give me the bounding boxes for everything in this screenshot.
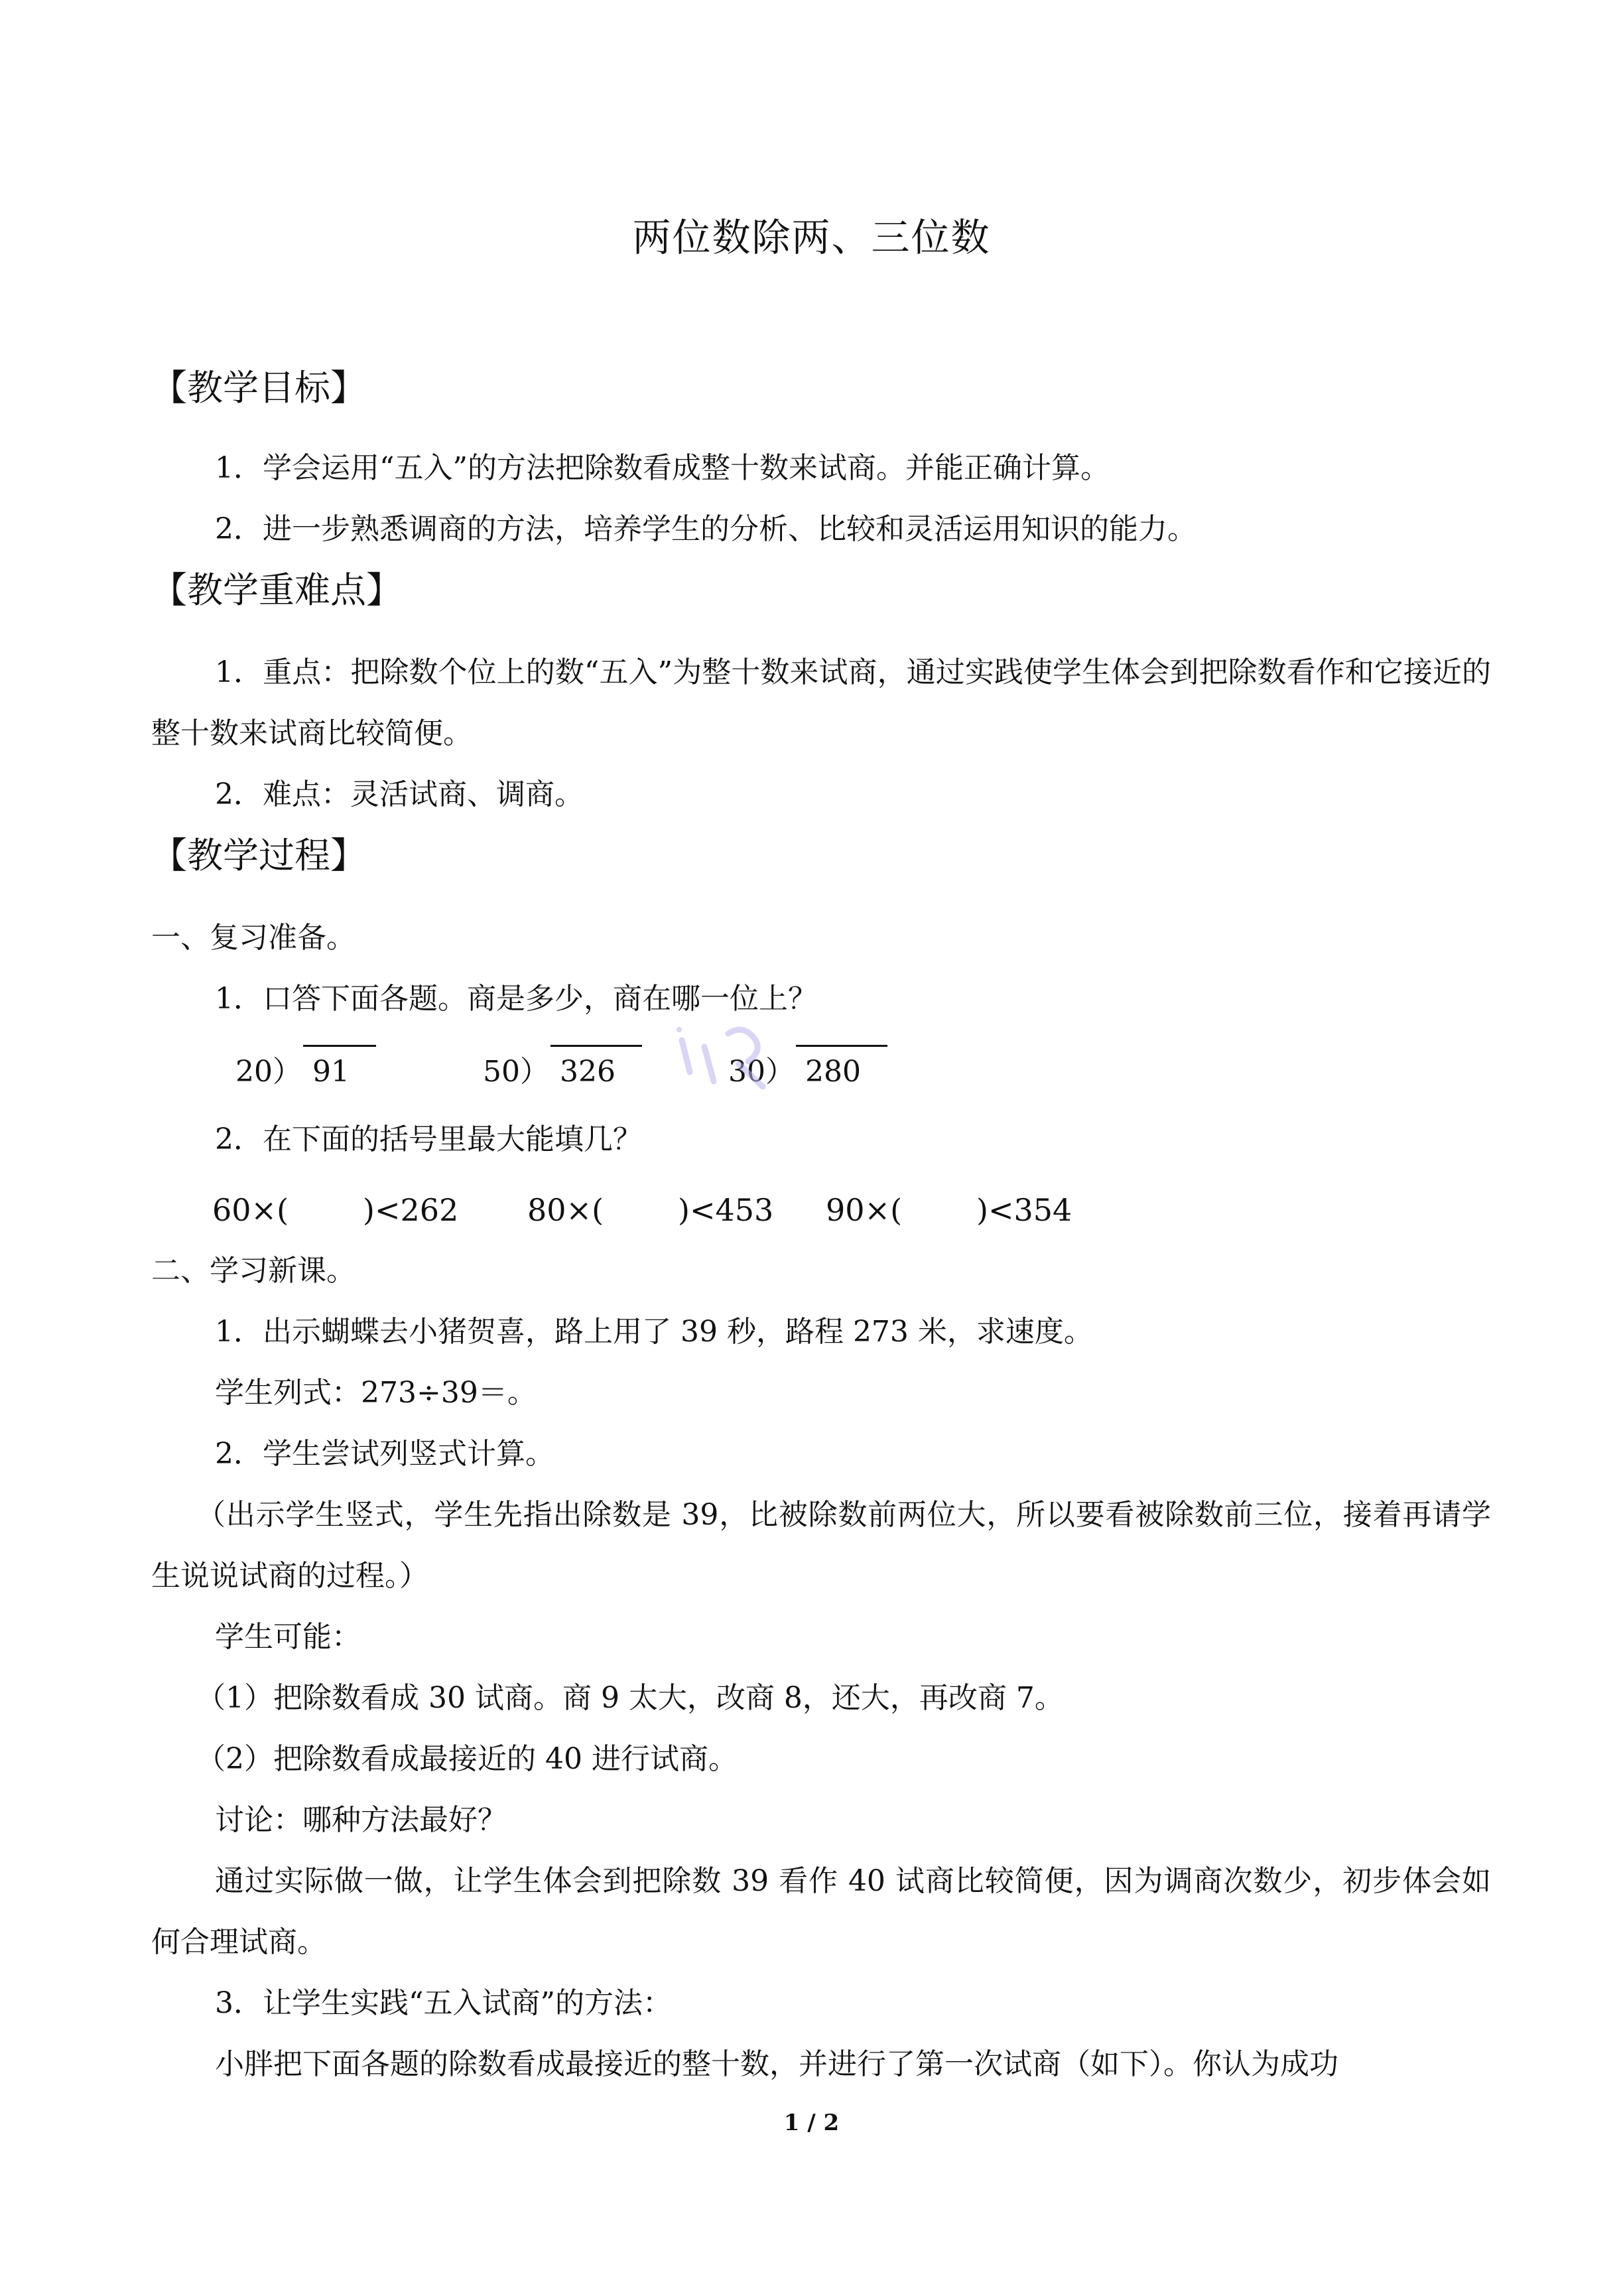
goal-item-2: 2．进一步熟悉调商的方法，培养学生的分析、比较和灵活运用知识的能力。 bbox=[215, 512, 1197, 546]
part2-line: 2．学生尝试列竖式计算。 bbox=[215, 1437, 554, 1471]
keypoint-item-1: 1．重点：把除数个位上的数“五入”为整十数来试商，通过实践使学生体会到把除数看作和它接近的整十数来试商比较简便。 bbox=[151, 655, 1491, 750]
division-expression bbox=[483, 1045, 642, 1093]
part2-line: （1）把除数看成 30 试商。商 9 太大，改商 8，还大，再改商 7。 bbox=[196, 1681, 1064, 1715]
part2-line: 3．让学生实践“五入试商”的方法： bbox=[215, 1986, 672, 2020]
inequality-right: )<262 bbox=[363, 1192, 459, 1228]
watermark-logo-icon bbox=[670, 1020, 776, 1093]
part2-line: 通过实际做一做，让学生体会到把除数 39 看作 40 试商比较简便，因为调商次数少，初步体会如何合理试商。 bbox=[151, 1864, 1491, 1959]
division-bracket: ） bbox=[520, 1055, 549, 1089]
keypoint-item-2: 2．难点：灵活试商、调商。 bbox=[215, 777, 584, 811]
inequality-left: 80×( bbox=[527, 1192, 604, 1228]
part2-line: 1．出示蝴蝶去小猪贺喜，路上用了 39 秒，路程 273 米，求速度。 bbox=[215, 1315, 1093, 1349]
part1-question-1: 1．口答下面各题。商是多少，商在哪一位上？ bbox=[215, 982, 817, 1016]
part2-title: 二、学习新课。 bbox=[151, 1254, 356, 1288]
part2-line: 学生可能： bbox=[215, 1620, 361, 1654]
part2-line: 学生列式：273÷39＝。 bbox=[215, 1376, 537, 1410]
inequality-left: 60×( bbox=[212, 1192, 289, 1228]
section-heading-goals: 【教学目标】 bbox=[151, 367, 366, 409]
dividend: 326 bbox=[551, 1045, 642, 1093]
document-title: 两位数除两、三位数 bbox=[632, 215, 991, 260]
division-bracket: ） bbox=[273, 1055, 302, 1089]
divisor: 50 bbox=[483, 1055, 520, 1089]
goal-item-1: 1．学会运用“五入”的方法把除数看成整十数来试商。并能正确计算。 bbox=[215, 451, 1110, 485]
inequality-expression bbox=[826, 1189, 1072, 1231]
divisor: 30 bbox=[728, 1055, 765, 1089]
division-bracket: ） bbox=[765, 1055, 795, 1089]
inequality-expression bbox=[212, 1189, 458, 1231]
part2-line: （2）把除数看成最接近的 40 进行试商。 bbox=[196, 1742, 738, 1776]
part2-line: 讨论：哪种方法最好？ bbox=[215, 1803, 507, 1837]
inequality-right: )<354 bbox=[976, 1192, 1072, 1228]
division-expression bbox=[235, 1045, 376, 1093]
section-heading-process: 【教学过程】 bbox=[151, 835, 366, 876]
dividend: 91 bbox=[303, 1045, 376, 1093]
inequality-left: 90×( bbox=[826, 1192, 903, 1228]
part2-line: 小胖把下面各题的除数看成最接近的整十数，并进行了第一次试商（如下）。你认为成功 bbox=[215, 2047, 1338, 2081]
inequality-right: )<453 bbox=[678, 1192, 774, 1228]
section-heading-keypoints: 【教学重难点】 bbox=[151, 569, 402, 611]
inequality-expression bbox=[527, 1189, 773, 1231]
part1-question-2: 2．在下面的括号里最大能填几？ bbox=[215, 1122, 642, 1156]
page-number: 1 / 2 bbox=[783, 2110, 840, 2136]
part2-line: （出示学生竖式，学生先指出除数是 39，比被除数前两位大，所以要看被除数前三位，接着再请学生说说试商的过程。） bbox=[151, 1498, 1491, 1593]
part1-title: 一、复习准备。 bbox=[151, 921, 356, 955]
dividend: 280 bbox=[796, 1045, 887, 1093]
divisor: 20 bbox=[235, 1055, 273, 1089]
